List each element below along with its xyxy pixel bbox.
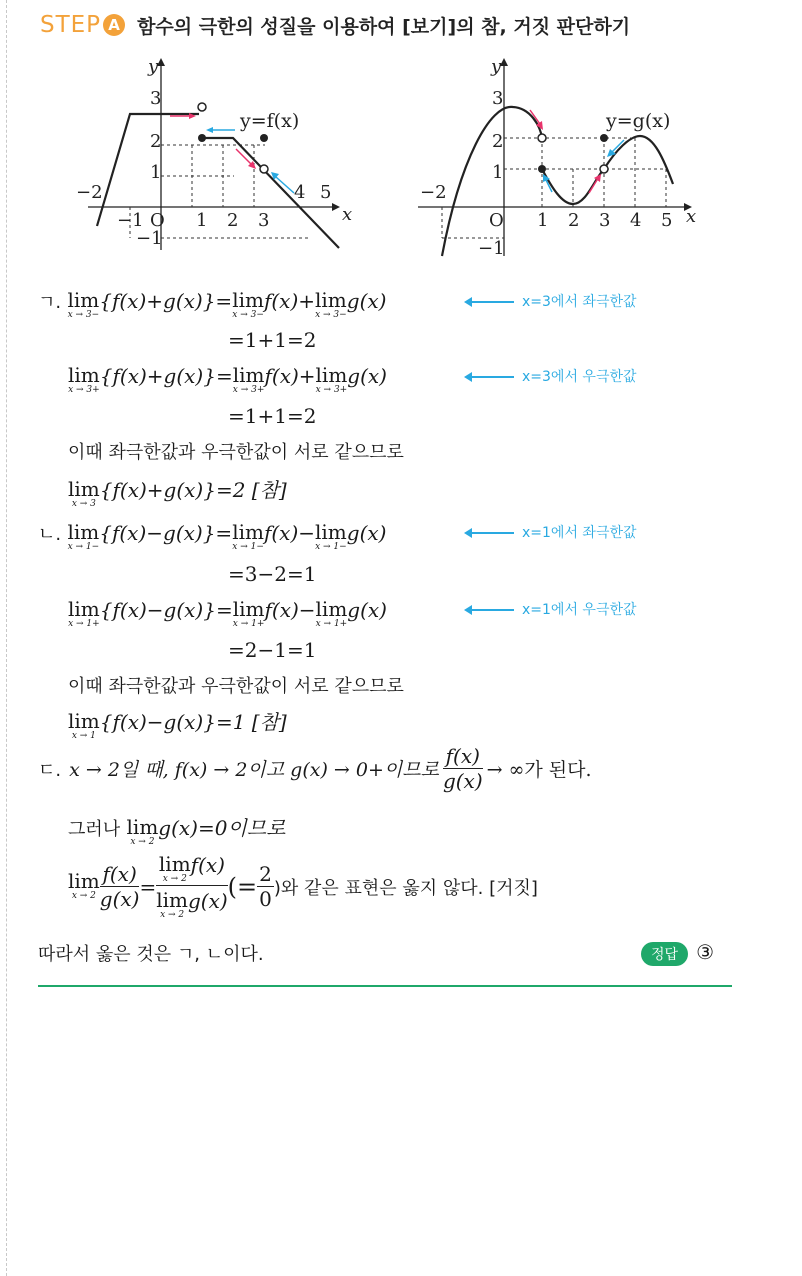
answer-badge: 정답: [641, 942, 688, 966]
graphs-figure: [40, 50, 730, 260]
graph-f-xtick-neg2: −2: [76, 182, 103, 203]
graph-g-xtick-1: 1: [537, 210, 549, 231]
lim-operator: lim x → 1−: [67, 520, 100, 552]
expression: g(x): [347, 364, 387, 388]
graph-f-xtick-5: 5: [320, 182, 332, 203]
giyeok-final: [68, 474, 287, 510]
giyeok-then: 이때 좌극한값과 우극한값이 서로 같으므로: [68, 442, 404, 463]
lim-operator: lim x → 1: [68, 709, 100, 741]
graph-g-x-label: x: [686, 206, 697, 227]
section-title: 함수의 극한의 성질을 이용하여 [보기]의 참, 거짓 판단하기: [137, 15, 631, 38]
graph-g-ytick-2: 2: [492, 131, 504, 152]
graph-f-xtick-3: 3: [258, 210, 270, 231]
graph-f-ytick-3: 3: [150, 88, 162, 109]
answer-value: ③: [696, 940, 714, 964]
lim-operator: lim x → 2: [68, 869, 100, 901]
expression: f(x)−: [263, 521, 316, 545]
nieun-left-eq: =3−2=1: [228, 562, 317, 586]
lim-operator: lim x → 1+: [232, 597, 265, 629]
graph-f-ytick-2: 2: [150, 131, 162, 152]
graph-f-x-label: x: [342, 204, 353, 225]
note-arrow-icon: [466, 532, 514, 534]
section-header: [40, 8, 630, 42]
expression: {f(x)−g(x)}=: [99, 521, 233, 545]
graph-g-red-arrow-2: [589, 180, 597, 193]
item-marker-giyeok: ㄱ.: [38, 292, 62, 313]
expression: 그러나: [68, 819, 121, 840]
nieun-right-eq: =2−1=1: [228, 638, 317, 662]
lim-operator: lim x → 1−: [315, 520, 347, 552]
nieun-right-limit-line: [68, 598, 387, 630]
lim-operator: lim x → 3−: [232, 288, 264, 320]
digeut-line1: [38, 744, 592, 793]
fraction: $\frac{f(x)}{g(x)}$: [442, 744, 483, 793]
fraction: $\frac{f(x)}{g(x)}$: [99, 862, 140, 911]
step-letter-badge: A: [103, 14, 125, 36]
graph-f-x-arrow: [332, 203, 340, 211]
graph-g-xtick-3: 3: [599, 210, 611, 231]
giyeok-right-eq: =1+1=2: [228, 404, 317, 428]
expression: x → 2일 때, f(x) → 2이고 g(x) → 0+이므로: [69, 759, 439, 781]
graph-g-xtick-2: 2: [568, 210, 580, 231]
graph-f-open-point-2: [260, 165, 268, 173]
lim-operator: lim x → 2: [126, 815, 159, 847]
giyeok-left-eq: =1+1=2: [228, 328, 317, 352]
graph-f-xtick-neg1: −1: [117, 210, 144, 231]
big-fraction: lim x → 2 f(x) lim x → 2 g(x): [156, 852, 228, 920]
note-text: x=3에서 우극한값: [522, 369, 637, 385]
expression: {f(x)−g(x)}=1 [참]: [99, 710, 287, 734]
note-arrow-icon: [466, 376, 514, 378]
graph-g-ytick-neg1: −1: [478, 238, 505, 259]
step-label: STEP: [40, 12, 102, 38]
graph-f-y-arrow: [157, 58, 165, 66]
graph-g-xtick-5: 5: [661, 210, 673, 231]
graph-g-y-label: y: [491, 56, 502, 77]
graph-f-red-arrow-2: [236, 149, 251, 164]
giyeok-right-limit-line: [68, 364, 387, 396]
graph-g-xtick-4: 4: [630, 210, 642, 231]
item-marker-digeut: ㄷ.: [38, 759, 62, 781]
lim-operator: lim x → 1+: [68, 597, 100, 629]
graph-f-ytick-neg1: −1: [136, 228, 163, 249]
nieun-final: [68, 706, 287, 742]
expression: g(x): [346, 521, 387, 545]
graph-f-closed-point-2: [260, 134, 268, 142]
lim-operator: lim x → 1−: [232, 520, 264, 552]
page-edge-rule: [6, 0, 7, 1276]
nieun-left-limit-line: [38, 520, 386, 553]
graph-g-ytick-3: 3: [492, 88, 504, 109]
graph-f-ytick-1: 1: [150, 162, 162, 183]
graph-f-curve: [97, 114, 199, 226]
nieun-then: 이때 좌극한값과 우극한값이 서로 같으므로: [68, 676, 404, 697]
graph-g-xtick-neg2: −2: [420, 182, 447, 203]
answer: [641, 940, 714, 966]
giyeok-left-note: [466, 291, 637, 311]
expression: {f(x)−g(x)}=: [99, 598, 233, 622]
graph-f-closed-point-1: [198, 134, 206, 142]
lim-operator: lim x → 3+: [232, 363, 265, 395]
graph-g-origin: O: [489, 210, 504, 231]
lim-operator: lim x → 3−: [315, 288, 347, 320]
graph-g: [418, 56, 696, 259]
expression: {f(x)+g(x)}=: [99, 289, 233, 313]
expression: f(x)−: [264, 598, 316, 622]
lim-operator: lim x → 3: [68, 477, 100, 509]
bottom-divider: [38, 985, 732, 987]
lim-operator: lim x → 3−: [67, 288, 100, 320]
graph-f: [76, 56, 352, 250]
digeut-line2: [68, 812, 285, 848]
digeut-line3: [68, 852, 538, 921]
graph-g-open-point-1: [538, 134, 546, 142]
nieun-left-note: [466, 522, 637, 542]
graph-g-closed-point-2: [600, 134, 608, 142]
note-arrow-icon: [466, 301, 514, 303]
graph-g-closed-point-1: [538, 165, 546, 173]
giyeok-right-note: [466, 366, 637, 386]
graph-g-function-label: y=g(x): [606, 110, 671, 132]
lim-operator: lim x → 1+: [315, 597, 348, 629]
graph-f-origin: O: [150, 210, 165, 231]
note-text: x=1에서 우극한값: [522, 602, 637, 618]
note-text: x=1에서 좌극한값: [522, 525, 637, 541]
graph-g-y-arrow: [500, 58, 508, 66]
expression: (=: [227, 872, 258, 901]
conclusion: 따라서 옳은 것은 ㄱ, ㄴ이다.: [38, 944, 264, 965]
expression: g(x): [347, 598, 387, 622]
expression: {f(x)+g(x)}=2 [참]: [99, 478, 287, 502]
expression: g(x): [346, 289, 387, 313]
graph-f-blue-arrowhead-1: [206, 127, 213, 133]
nieun-right-note: [466, 599, 637, 619]
lim-operator: lim x → 3+: [68, 363, 100, 395]
expression: {f(x)+g(x)}=: [99, 364, 233, 388]
note-arrow-icon: [466, 609, 514, 611]
graph-f-xtick-1: 1: [196, 210, 208, 231]
expression: g(x)=0이므로: [158, 816, 286, 840]
giyeok-left-limit-line: [38, 288, 386, 321]
lim-operator: lim x → 3+: [315, 363, 348, 395]
note-text: x=3에서 좌극한값: [522, 294, 637, 310]
graph-f-xtick-2: 2: [227, 210, 239, 231]
expression: =: [139, 874, 157, 899]
fraction: $\frac{2}{0}$: [259, 862, 272, 911]
expression: f(x)+: [263, 289, 316, 313]
expression: f(x)+: [264, 364, 316, 388]
graph-g-ytick-1: 1: [492, 162, 504, 183]
expression: → ∞가 된다.: [486, 759, 592, 781]
graph-f-open-point-1: [198, 103, 206, 111]
expression: )와 같은 표현은 옳지 않다. [거짓]: [273, 877, 538, 899]
item-marker-nieun: ㄴ.: [38, 524, 62, 545]
graph-f-y-label: y: [148, 56, 159, 77]
graph-f-xtick-4: 4: [294, 182, 306, 203]
graph-f-function-label: y=f(x): [240, 110, 300, 132]
graph-g-open-point-2: [600, 165, 608, 173]
